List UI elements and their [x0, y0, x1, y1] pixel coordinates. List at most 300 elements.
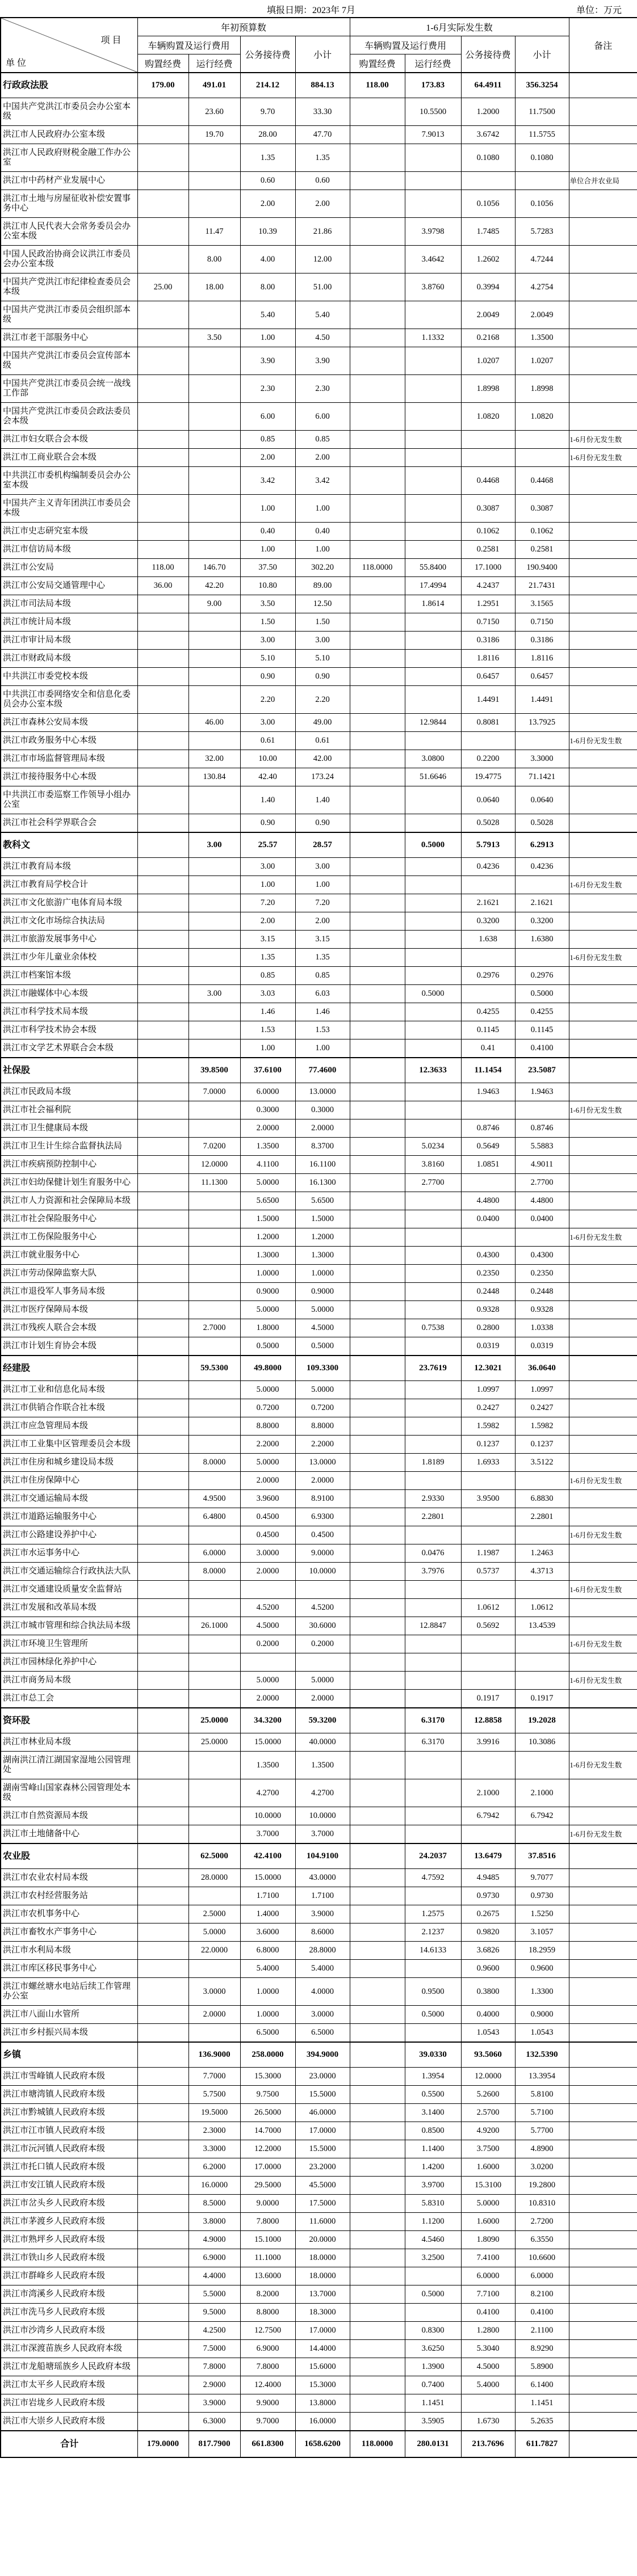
actual-subtotal-cell: 5.7100 [515, 2104, 569, 2122]
table-row [1, 2304, 637, 2322]
budget-subtotal-cell: 89.00 [295, 577, 350, 595]
actual-reception-cell: 0.41 [461, 1039, 515, 1058]
actual-purchase-cell [350, 732, 405, 750]
budget-purchase-cell [137, 1807, 188, 1825]
table-row [1, 73, 637, 98]
actual-operation-cell: 23.7619 [405, 1356, 461, 1381]
unit-name-cell: 洪江市城市管理和综合执法局本级 [1, 1617, 137, 1635]
budget-subtotal-cell: 3.9000 [295, 1905, 350, 1923]
actual-operation-cell: 1.8189 [405, 1454, 461, 1472]
budget-operation-cell: 4.9500 [188, 1490, 240, 1508]
remark-cell [569, 714, 637, 732]
table-row [1, 1436, 637, 1454]
actual-purchase-cell [350, 1174, 405, 1192]
table-row [1, 1039, 637, 1058]
actual-reception-cell: 6.0000 [461, 2267, 515, 2285]
unit-name-cell: 中国共产党洪江市委员会组织部本级 [1, 301, 137, 329]
budget-subtotal-cell: 16.0000 [295, 2413, 350, 2431]
table-row [1, 577, 637, 595]
remark-cell [569, 1843, 637, 1869]
budget-reception-cell: 9.7000 [240, 2413, 295, 2431]
actual-reception-cell: 2.1621 [461, 894, 515, 912]
actual-operation-cell [405, 403, 461, 431]
actual-operation-cell: 3.8760 [405, 273, 461, 301]
remark-cell [569, 403, 637, 431]
table-row [1, 1942, 637, 1960]
actual-reception-cell: 5.3040 [461, 2340, 515, 2358]
budget-operation-cell: 7.0000 [188, 1083, 240, 1101]
table-row [1, 2249, 637, 2267]
actual-reception-cell [461, 1174, 515, 1192]
actual-purchase-cell [350, 2042, 405, 2068]
table-row [1, 786, 637, 814]
actual-reception-cell: 0.4300 [461, 1247, 515, 1265]
budget-reception-cell: 7.20 [240, 894, 295, 912]
budget-reception-cell: 15.3000 [240, 2068, 295, 2086]
actual-reception-cell: 2.5700 [461, 2104, 515, 2122]
actual-subtotal-cell: 0.2448 [515, 1283, 569, 1301]
actual-subtotal-cell: 0.3200 [515, 912, 569, 931]
actual-subtotal-cell: 0.4100 [515, 2304, 569, 2322]
remark-cell [569, 1058, 637, 1083]
table-row [1, 1733, 637, 1752]
remark-cell [569, 1779, 637, 1807]
budget-reception-cell: 9.70 [240, 98, 295, 126]
budget-operation-cell [188, 1779, 240, 1807]
unit-name-cell: 洪江市文化市场综合执法局 [1, 912, 137, 931]
actual-purchase-cell [350, 1544, 405, 1563]
actual-operation-cell [405, 1192, 461, 1210]
budget-reception-cell: 8.2000 [240, 2285, 295, 2304]
actual-reception-cell: 5.0000 [461, 2195, 515, 2213]
actual-subtotal-cell: 1.3300 [515, 1978, 569, 2006]
actual-operation-cell [405, 467, 461, 495]
budget-reception-cell: 10.0000 [240, 1807, 295, 1825]
budget-operation-cell: 18.00 [188, 273, 240, 301]
actual-purchase-cell [350, 1156, 405, 1174]
remark-cell [569, 595, 637, 613]
remark-cell [569, 1210, 637, 1228]
actual-subtotal-cell: 2.7200 [515, 2213, 569, 2231]
budget-operation-cell [188, 613, 240, 632]
remark-cell [569, 1192, 637, 1210]
budget-operation-cell: 9.00 [188, 595, 240, 613]
unit-name-cell: 洪江市黔城镇人民政府本级 [1, 2104, 137, 2122]
actual-operation-cell: 24.2037 [405, 1843, 461, 1869]
table-row [1, 2006, 637, 2024]
budget-reception-cell: 2.00 [240, 190, 295, 218]
actual-subtotal-cell: 10.6600 [515, 2249, 569, 2267]
budget-subtotal-cell: 2.30 [295, 375, 350, 403]
remark-cell [569, 73, 637, 98]
budget-reception-cell: 1.3000 [240, 1247, 295, 1265]
budget-purchase-cell [137, 1526, 188, 1544]
actual-subtotal-cell: 132.5390 [515, 2042, 569, 2068]
actual-operation-cell: 4.5460 [405, 2231, 461, 2249]
budget-reception-cell: 1.00 [240, 541, 295, 559]
budget-subtotal-cell: 1.00 [295, 541, 350, 559]
unit-name-cell: 洪江市司法局本级 [1, 595, 137, 613]
budget-subtotal-cell: 394.9000 [295, 2042, 350, 2068]
actual-purchase-cell [350, 1399, 405, 1417]
actual-operation-cell: 55.8400 [405, 559, 461, 577]
actual-reception-cell [461, 172, 515, 190]
actual-reception-cell: 1.0851 [461, 1156, 515, 1174]
actual-subtotal-cell: 71.1421 [515, 768, 569, 786]
actual-reception-cell: 0.2800 [461, 1319, 515, 1337]
actual-purchase-cell [350, 2231, 405, 2249]
table-row [1, 894, 637, 912]
actual-subtotal-cell: 1.8116 [515, 650, 569, 668]
actual-subtotal-cell: 1.0820 [515, 403, 569, 431]
budget-operation-cell [188, 467, 240, 495]
budget-operation-cell: 817.7900 [188, 2431, 240, 2457]
budget-purchase-cell [137, 1508, 188, 1526]
unit-note: 单位：万元 [576, 6, 622, 15]
budget-subtotal-cell: 884.13 [295, 73, 350, 98]
actual-subtotal-cell [515, 172, 569, 190]
budget-reception-cell: 6.9000 [240, 2340, 295, 2358]
remark-cell: 1-6月份无发生数 [569, 876, 637, 894]
table-row [1, 1210, 637, 1228]
remark-cell [569, 2231, 637, 2249]
budget-purchase-cell [137, 2322, 188, 2340]
budget-purchase-cell [137, 1779, 188, 1807]
remark-cell: 1-6月份无发生数 [569, 1825, 637, 1844]
actual-reception-cell: 0.5649 [461, 1138, 515, 1156]
actual-purchase-cell [350, 98, 405, 126]
actual-subtotal-cell: 1.5250 [515, 1905, 569, 1923]
actual-operation-cell [405, 912, 461, 931]
budget-operation-cell [188, 1039, 240, 1058]
actual-subtotal-cell: 8.2100 [515, 2285, 569, 2304]
actual-operation-cell: 1.1451 [405, 2394, 461, 2413]
table-row [1, 495, 637, 523]
actual-reception-cell: 0.1080 [461, 144, 515, 172]
budget-reception-cell: 5.0000 [240, 1454, 295, 1472]
table-row [1, 2285, 637, 2304]
budget-subtotal-cell: 0.85 [295, 431, 350, 449]
remark-cell [569, 301, 637, 329]
actual-subtotal-cell: 0.4236 [515, 858, 569, 876]
actual-reception-cell: 1.5982 [461, 1417, 515, 1436]
table-row [1, 1138, 637, 1156]
actual-purchase-cell [350, 668, 405, 686]
unit-name-cell: 洪江市计划生育协会本级 [1, 1337, 137, 1356]
actual-reception-cell: 0.5692 [461, 1617, 515, 1635]
budget-reception-cell: 9.0000 [240, 2195, 295, 2213]
budget-purchase-cell [137, 1617, 188, 1635]
actual-reception-cell: 0.3186 [461, 632, 515, 650]
budget-reception-cell: 26.5000 [240, 2104, 295, 2122]
unit-name-cell: 洪江市水利局本级 [1, 1942, 137, 1960]
budget-reception-cell: 1.00 [240, 1039, 295, 1058]
budget-operation-cell [188, 431, 240, 449]
budget-subtotal-cell: 5.0000 [295, 1672, 350, 1690]
actual-operation-cell: 1.3954 [405, 2068, 461, 2086]
actual-subtotal-cell [515, 1672, 569, 1690]
budget-purchase-cell [137, 2285, 188, 2304]
actual-reception-cell: 1.8998 [461, 375, 515, 403]
unit-name-cell: 资环股 [1, 1708, 137, 1733]
actual-reception-cell: 0.4468 [461, 467, 515, 495]
budget-purchase-cell [137, 98, 188, 126]
actual-operation-cell: 5.8310 [405, 2195, 461, 2213]
budget-purchase-cell [137, 2042, 188, 2068]
actual-subtotal-cell: 3.5122 [515, 1454, 569, 1472]
remark-cell [569, 2322, 637, 2340]
actual-subtotal-cell: 4.9011 [515, 1156, 569, 1174]
remark-cell [569, 1490, 637, 1508]
budget-reception-cell: 6.8000 [240, 1942, 295, 1960]
budget-purchase-cell [137, 1454, 188, 1472]
actual-reception-cell: 0.2427 [461, 1399, 515, 1417]
budget-operation-cell: 32.00 [188, 750, 240, 768]
budget-reception-cell: 0.90 [240, 814, 295, 833]
actual-reception-cell [461, 1228, 515, 1247]
budget-subtotal-cell: 43.0000 [295, 1869, 350, 1887]
actual-subtotal-cell: 1.1451 [515, 2394, 569, 2413]
budget-purchase-cell [137, 1490, 188, 1508]
actual-reception-cell: 5.4000 [461, 2376, 515, 2394]
remark-cell [569, 931, 637, 949]
budget-reception-cell: 1.5000 [240, 1210, 295, 1228]
budget-operation-cell: 4.9000 [188, 2231, 240, 2249]
actual-subtotal-cell: 0.8746 [515, 1119, 569, 1138]
budget-subtotal-cell: 5.0000 [295, 1301, 350, 1319]
budget-purchase-cell [137, 1417, 188, 1436]
budget-reception-cell: 6.5000 [240, 2024, 295, 2043]
actual-subtotal-cell: 3.1565 [515, 595, 569, 613]
budget-purchase-cell [137, 732, 188, 750]
budget-subtotal-cell: 13.8000 [295, 2394, 350, 2413]
actual-purchase-cell [350, 1337, 405, 1356]
table-row [1, 98, 637, 126]
actual-subtotal-cell: 2.1621 [515, 894, 569, 912]
budget-operation-cell: 3.00 [188, 832, 240, 858]
budget-purchase-cell [137, 1923, 188, 1942]
actual-subtotal-cell: 4.7244 [515, 246, 569, 273]
unit-name-cell: 湖南雪峰山国家森林公园管理处本级 [1, 1779, 137, 1807]
table-row [1, 1021, 637, 1039]
table-row [1, 1265, 637, 1283]
actual-purchase-cell [350, 1708, 405, 1733]
table-row [1, 1003, 637, 1021]
budget-operation-cell [188, 1101, 240, 1119]
budget-purchase-cell [137, 1635, 188, 1653]
actual-operation-cell: 0.7538 [405, 1319, 461, 1337]
budget-purchase-cell [137, 375, 188, 403]
actual-subtotal-cell: 4.4800 [515, 1192, 569, 1210]
table-row [1, 1978, 637, 2006]
actual-subtotal-cell: 0.2350 [515, 1265, 569, 1283]
budget-purchase-cell [137, 2376, 188, 2394]
budget-operation-cell: 22.0000 [188, 1942, 240, 1960]
remark-cell [569, 2140, 637, 2158]
actual-operation-cell [405, 1083, 461, 1101]
budget-subtotal-cell: 49.00 [295, 714, 350, 732]
budget-reception-cell: 1.35 [240, 144, 295, 172]
actual-purchase-cell [350, 1417, 405, 1436]
actual-reception-cell: 0.9730 [461, 1887, 515, 1905]
budget-reception-cell: 37.6100 [240, 1058, 295, 1083]
remark-cell [569, 1356, 637, 1381]
actual-purchase-cell [350, 2158, 405, 2177]
actual-operation-cell [405, 1526, 461, 1544]
budget-purchase-cell [137, 632, 188, 650]
budget-purchase-cell [137, 2195, 188, 2213]
table-row [1, 1887, 637, 1905]
budget-subtotal-cell: 28.8000 [295, 1942, 350, 1960]
actual-purchase-cell [350, 2394, 405, 2413]
actual-purchase-cell [350, 375, 405, 403]
actual-purchase-cell [350, 577, 405, 595]
budget-subtotal-cell: 0.2000 [295, 1635, 350, 1653]
budget-purchase-cell [137, 894, 188, 912]
remark-cell [569, 273, 637, 301]
table-row [1, 1119, 637, 1138]
remark-cell [569, 2006, 637, 2024]
remark-cell [569, 1156, 637, 1174]
table-row [1, 375, 637, 403]
budget-reception-cell: 1.46 [240, 1003, 295, 1021]
actual-purchase-cell [350, 2024, 405, 2043]
budget-purchase-cell [137, 1356, 188, 1381]
budget-purchase-cell [137, 1708, 188, 1733]
budget-operation-cell [188, 190, 240, 218]
budget-operation-cell: 5.7500 [188, 2086, 240, 2104]
budget-subtotal-cell: 1.50 [295, 613, 350, 632]
actual-purchase-cell [350, 1752, 405, 1779]
actual-subtotal-cell: 5.5883 [515, 1138, 569, 1156]
unit-name-cell: 洪江市残疾人联合会本级 [1, 1319, 137, 1337]
budget-subtotal-cell: 10.0000 [295, 1563, 350, 1581]
operation-header-actual: 运行经费 [405, 54, 461, 73]
actual-subtotal-cell: 190.9400 [515, 559, 569, 577]
actual-operation-cell: 7.9013 [405, 126, 461, 144]
actual-reception-cell: 0.3994 [461, 273, 515, 301]
remark-cell [569, 1708, 637, 1733]
actual-reception-cell [461, 2394, 515, 2413]
table-row [1, 2213, 637, 2231]
actual-purchase-cell [350, 1599, 405, 1617]
actual-purchase-cell [350, 1733, 405, 1752]
budget-operation-cell: 7.0200 [188, 1138, 240, 1156]
actual-purchase-cell [350, 894, 405, 912]
table-row [1, 2394, 637, 2413]
unit-name-cell: 洪江市畜牧水产事务中心 [1, 1923, 137, 1942]
budget-purchase-cell [137, 1887, 188, 1905]
actual-subtotal-cell: 10.3086 [515, 1733, 569, 1752]
actual-purchase-cell [350, 1905, 405, 1923]
actual-subtotal-cell: 1.3500 [515, 329, 569, 347]
actual-subtotal-cell: 0.9600 [515, 1960, 569, 1978]
actual-operation-cell: 2.9330 [405, 1490, 461, 1508]
budget-subtotal-cell: 0.9000 [295, 1283, 350, 1301]
actual-subtotal-cell: 0.2976 [515, 967, 569, 985]
table-row [1, 1337, 637, 1356]
remark-cell [569, 786, 637, 814]
budget-subtotal-cell: 1.2000 [295, 1228, 350, 1247]
budget-purchase-cell [137, 1265, 188, 1283]
budget-subtotal-cell: 302.20 [295, 559, 350, 577]
table-row [1, 1923, 637, 1942]
actual-subtotal-cell: 1.0338 [515, 1319, 569, 1337]
report-header [0, 0, 637, 17]
unit-name-cell: 洪江市道路运输服务中心 [1, 1508, 137, 1526]
budget-operation-cell: 23.60 [188, 98, 240, 126]
table-row [1, 2024, 637, 2043]
unit-name-cell: 洪江市太平乡人民政府本级 [1, 2376, 137, 2394]
actual-purchase-cell [350, 967, 405, 985]
budget-reception-cell: 5.0000 [240, 1672, 295, 1690]
unit-name-cell: 洪江市库区移民事务中心 [1, 1960, 137, 1978]
actual-purchase-cell: 118.00 [350, 73, 405, 98]
actual-subtotal-cell: 2.7700 [515, 1174, 569, 1192]
unit-name-cell: 洪江市接待服务中心本级 [1, 768, 137, 786]
actual-purchase-cell [350, 190, 405, 218]
remark-cell [569, 2158, 637, 2177]
unit-name-cell: 洪江市八面山水管所 [1, 2006, 137, 2024]
actual-reception-cell: 0.0319 [461, 1337, 515, 1356]
table-row [1, 301, 637, 329]
actual-reception-cell: 1.8116 [461, 650, 515, 668]
actual-reception-cell [461, 1653, 515, 1672]
budget-subtotal-cell: 5.10 [295, 650, 350, 668]
budget-operation-cell: 3.9000 [188, 2394, 240, 2413]
actual-reception-cell [461, 1101, 515, 1119]
actual-subtotal-cell: 36.0640 [515, 1356, 569, 1381]
actual-operation-cell [405, 1436, 461, 1454]
unit-name-cell: 中共洪江市委巡察工作领导小组办公室 [1, 786, 137, 814]
actual-reception-cell: 1.6000 [461, 2213, 515, 2231]
actual-subtotal-cell: 0.1145 [515, 1021, 569, 1039]
actual-reception-cell: 0.3087 [461, 495, 515, 523]
budget-purchase-cell [137, 2340, 188, 2358]
budget-operation-cell [188, 144, 240, 172]
actual-purchase-cell [350, 985, 405, 1003]
unit-name-cell: 洪江市自然资源局本级 [1, 1807, 137, 1825]
unit-name-cell: 洪江市乡村振兴局本级 [1, 2024, 137, 2043]
actual-operation-cell [405, 1265, 461, 1283]
table-row [1, 1617, 637, 1635]
budget-operation-cell [188, 931, 240, 949]
budget-purchase-cell [137, 985, 188, 1003]
budget-purchase-cell: 179.0000 [137, 2431, 188, 2457]
actual-reception-cell [461, 1635, 515, 1653]
budget-reception-cell: 0.40 [240, 523, 295, 541]
remark-cell: 1-6月份无发生数 [569, 1472, 637, 1490]
budget-operation-cell: 491.01 [188, 73, 240, 98]
actual-reception-cell: 0.9820 [461, 1923, 515, 1942]
table-row [1, 732, 637, 750]
actual-subtotal-cell: 0.1056 [515, 190, 569, 218]
actual-operation-cell: 1.1400 [405, 2140, 461, 2158]
unit-name-cell: 中国共产党洪江市委员会政法委员会本级 [1, 403, 137, 431]
budget-purchase-cell [137, 750, 188, 768]
actual-reception-cell [461, 1825, 515, 1844]
table-row [1, 814, 637, 833]
budget-reception-cell: 3.00 [240, 632, 295, 650]
actual-reception-cell: 0.9600 [461, 1960, 515, 1978]
actual-subtotal-cell: 356.3254 [515, 73, 569, 98]
budget-operation-cell [188, 1283, 240, 1301]
unit-name-cell: 洪江市文学艺术界联合会本级 [1, 1039, 137, 1058]
actual-purchase-cell [350, 912, 405, 931]
actual-subtotal-cell: 1.2463 [515, 1544, 569, 1563]
actual-purchase-cell [350, 467, 405, 495]
budget-subtotal-cell: 21.86 [295, 218, 350, 246]
